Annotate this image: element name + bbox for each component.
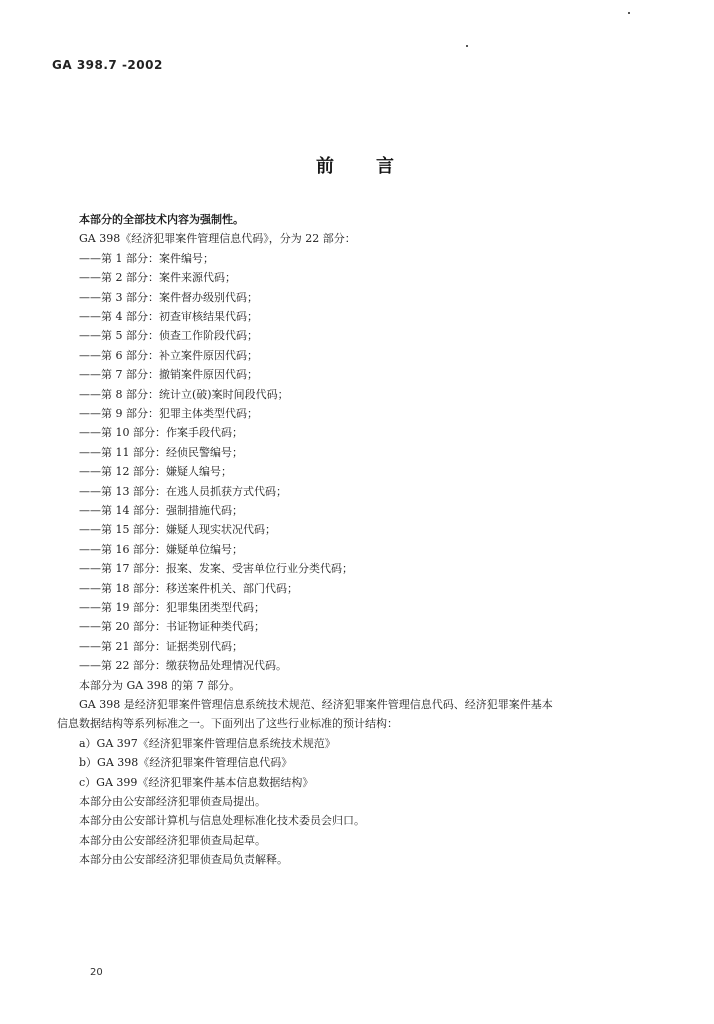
page-number: 20	[90, 967, 103, 978]
part-item: ——第 22 部分：缴获物品处理情况代码。	[79, 659, 287, 673]
parts-intro: GA 398《经济犯罪案件管理信息代码》，分为 22 部分：	[79, 232, 356, 246]
part-item: ——第 20 部分：书证物证种类代码；	[79, 620, 265, 634]
part-item: ——第 9 部分：犯罪主体类型代码；	[79, 407, 258, 420]
part-item: ——第 16 部分：嫌疑单位编号；	[79, 542, 243, 556]
part-item: ——第 5 部分：侦查工作阶段代码；	[79, 329, 258, 343]
proposed-by: 本部分由公安部经济犯罪侦查局提出。	[79, 795, 266, 808]
part-item: ——第 15 部分：嫌疑人现实状况代码；	[79, 523, 276, 537]
part-item: ——第 13 部分：在逃人员抓获方式代码；	[79, 484, 287, 498]
part-item: ——第 6 部分：补立案件原因代码；	[79, 348, 258, 362]
structure-item: a）GA 397《经济犯罪案件管理信息系统技术规范》	[79, 736, 336, 750]
part-item: ——第 19 部分：犯罪集团类型代码；	[79, 601, 265, 614]
part-item: ——第 4 部分：初查审核结果代码；	[79, 310, 258, 323]
part-item: ——第 7 部分：撤销案件原因代码；	[79, 368, 258, 382]
part-item: ——第 2 部分：案件来源代码；	[79, 271, 236, 285]
part-item: ——第 12 部分：嫌疑人编号；	[79, 465, 232, 479]
structure-item: b）GA 398《经济犯罪案件管理信息代码》	[79, 756, 293, 770]
series-statement-line2: 信息数据结构等系列标准之一。下面列出了这些行业标准的预计结构：	[57, 717, 398, 731]
part-item: ——第 8 部分：统计立(破)案时间段代码；	[79, 387, 289, 401]
standard-code: GA 398.7 -2002	[52, 58, 163, 72]
part-item: ——第 10 部分：作案手段代码；	[79, 426, 243, 440]
this-part-statement: 本部分为 GA 398 的第 7 部分。	[79, 678, 241, 692]
page-title: 前言	[316, 156, 436, 177]
series-statement-line1: GA 398 是经济犯罪案件管理信息系统技术规范、经济犯罪案件管理信息代码、经济犯罪案件基本	[79, 698, 553, 711]
managed-by: 本部分由公安部计算机与信息处理标准化技术委员会归口。	[79, 814, 365, 828]
drafted-by: 本部分由公安部经济犯罪侦查局起草。	[79, 833, 266, 847]
scan-speck	[466, 45, 468, 47]
part-item: ——第 3 部分：案件督办级别代码；	[79, 290, 258, 304]
part-item: ——第 17 部分：报案、发案、受害单位行业分类代码；	[79, 562, 353, 576]
part-item: ——第 11 部分：经侦民警编号；	[79, 445, 243, 459]
part-item: ——第 21 部分：证据类别代码；	[79, 639, 243, 653]
scan-speck	[628, 12, 630, 14]
part-item: ——第 1 部分：案件编号；	[79, 251, 214, 265]
part-item: ——第 14 部分：强制措施代码；	[79, 504, 243, 517]
mandatory-note: 本部分的全部技术内容为强制性。	[79, 213, 244, 226]
structure-item: c）GA 399《经济犯罪案件基本信息数据结构》	[79, 775, 314, 789]
part-item: ——第 18 部分：移送案件机关、部门代码；	[79, 581, 298, 595]
interpreted-by: 本部分由公安部经济犯罪侦查局负责解释。	[79, 853, 288, 867]
